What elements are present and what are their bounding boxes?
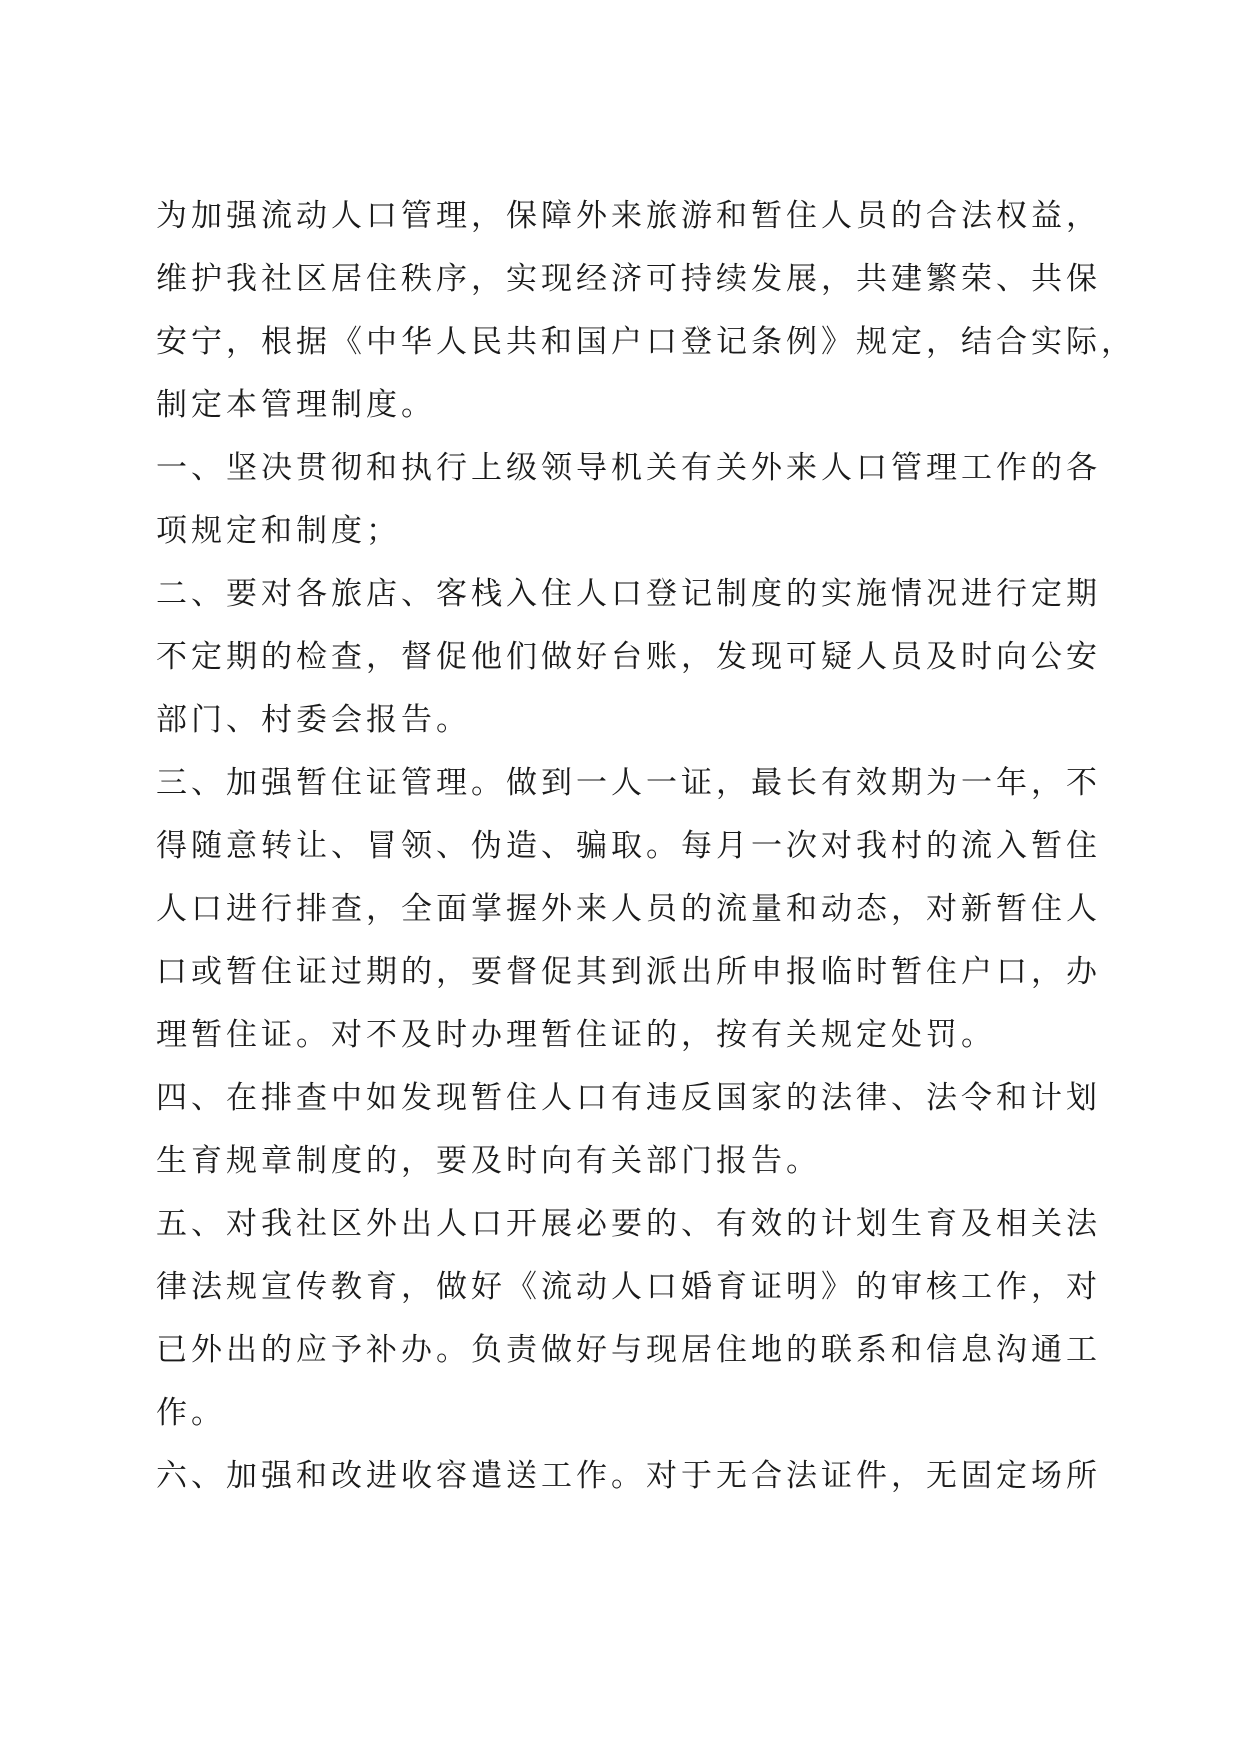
text-line: 得随意转让、冒领、伪造、骗取。每月一次对我村的流入暂住 [156,828,1101,864]
text-line: 口或暂住证过期的，要督促其到派出所申报临时暂住户口，办 [156,954,1101,990]
text-line: 人口进行排查，全面掌握外来人员的流量和动态，对新暂住人 [156,891,1101,927]
text-line: 已外出的应予补办。负责做好与现居住地的联系和信息沟通工 [156,1332,1101,1368]
text-line: 为加强流动人口管理，保障外来旅游和暂住人员的合法权益， [156,198,1101,234]
text-line: 五、对我社区外出人口开展必要的、有效的计划生育及相关法 [156,1206,1101,1242]
text-line: 项规定和制度； [156,513,401,549]
document-body [156,185,1136,1508]
text-line: 部门、村委会报告。 [156,702,471,738]
text-line: 律法规宣传教育，做好《流动人口婚育证明》的审核工作，对 [156,1269,1101,1305]
text-line: 一、坚决贯彻和执行上级领导机关有关外来人口管理工作的各 [156,450,1101,486]
text-line: 生育规章制度的，要及时向有关部门报告。 [156,1143,821,1179]
text-line: 维护我社区居住秩序，实现经济可持续发展，共建繁荣、共保 [156,261,1101,297]
text-line: 三、加强暂住证管理。做到一人一证，最长有效期为一年，不 [156,765,1101,801]
text-line: 不定期的检查，督促他们做好台账，发现可疑人员及时向公安 [156,639,1101,675]
text-line: 二、要对各旅店、客栈入住人口登记制度的实施情况进行定期 [156,576,1101,612]
text-line: 理暂住证。对不及时办理暂住证的，按有关规定处罚。 [156,1017,996,1053]
text-line: 安宁，根据《中华人民共和国户口登记条例》规定，结合实际， [156,324,1136,360]
text-line: 六、加强和改进收容遣送工作。对于无合法证件，无固定场所 [156,1458,1101,1494]
text-line: 四、在排查中如发现暂住人口有违反国家的法律、法令和计划 [156,1080,1101,1116]
text-line: 制定本管理制度。 [156,387,436,423]
text-line: 作。 [156,1395,226,1431]
